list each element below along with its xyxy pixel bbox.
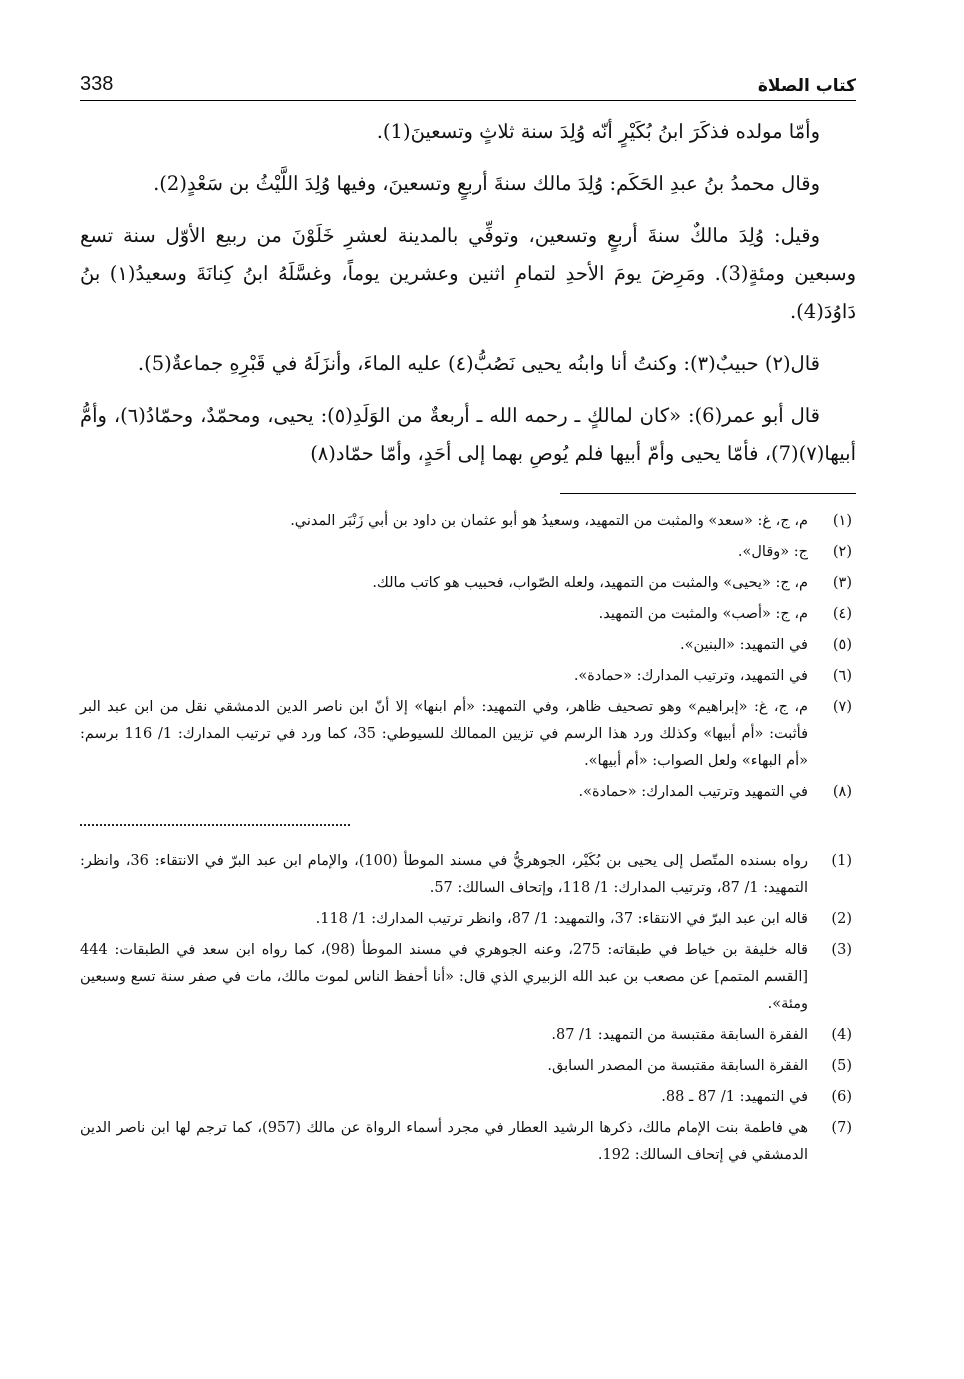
- note-number: (٧): [832, 699, 852, 715]
- note-text: في التمهيد: 1/ 87 ـ 88.: [661, 1089, 808, 1105]
- source-notes: [80, 848, 856, 1169]
- variant-note: [80, 570, 856, 597]
- paragraph-birth: وأمّا مولده فذكَرَ ابنُ بُكَيْرٍ أنّه وُلِدَ سنة ثلاثٍ وتسعينَ(1).: [376, 120, 820, 143]
- note-text: م، ج: «يحيى» والمثبت من التمهيد، ولعله الصّواب، فحبيب هو كاتب مالك.: [372, 575, 808, 591]
- note-number: (5): [831, 1058, 852, 1074]
- note-number: (3): [831, 942, 852, 958]
- source-note: [80, 1115, 856, 1169]
- note-number: (1): [831, 853, 852, 869]
- variant-note: [80, 632, 856, 659]
- note-number: (٥): [832, 637, 852, 653]
- note-text: في التمهيد وترتيب المدارك: «حمادة».: [578, 784, 808, 800]
- note-number: (٤): [832, 606, 852, 622]
- note-number: (٨): [832, 784, 852, 800]
- variant-note: [80, 508, 856, 535]
- note-text: الفقرة السابقة مقتبسة من التمهيد: 1/ 87.: [551, 1027, 808, 1043]
- note-text: رواه بسنده المتّصل إلى يحيى بن بُكَيْر، الجوهريُّ في مسند الموطأ (100)، والإمام ابن عبد البرّ في الانتقاء: 36، وانظر: التمهيد: 1/ 87، وترتيب المدارك: 1/ 118، وإتحاف السالك: 57.: [80, 853, 808, 896]
- variant-note: [80, 779, 856, 806]
- note-text: في التمهيد: «البنين».: [680, 637, 808, 653]
- variant-note: [80, 601, 856, 628]
- source-note: [80, 937, 856, 1018]
- note-number: (٢): [832, 544, 852, 560]
- note-number: (6): [831, 1089, 852, 1105]
- page-header: [80, 62, 856, 101]
- note-text: ج: «وقال».: [737, 544, 808, 560]
- page-number: 338: [80, 73, 114, 95]
- source-note: [80, 906, 856, 933]
- paragraph-habib: قال(٢) حبيبٌ(٣): وكنتُ أنا وابنُه يحيى نَصُبُّ(٤) عليه الماءَ، وأنزَلَهُ في قَبْرِهِ جماعةٌ(5).: [137, 352, 820, 375]
- note-text: الفقرة السابقة مقتبسة من المصدر السابق.: [547, 1058, 808, 1074]
- footnote-divider: [560, 493, 856, 494]
- paragraph-death: وقيل: وُلِدَ مالكٌ سنةَ أربعٍ وتسعين، وتوفِّي بالمدينة لعشرِ خَلَوْنَ من ربيع الأوّل سنة تسع وسبعين ومئةٍ(3). ومَرِضَ يومَ الأحدِ لتمامِ اثنين وعشرين يوماً، وغسَّلَهُ ابنُ كِنانَةَ وسعيدُ(١) بنُ دَاوُدَ(4).: [80, 224, 857, 323]
- note-number: (7): [831, 1120, 852, 1136]
- note-text: م، ج: «أصب» والمثبت من التمهيد.: [598, 606, 808, 622]
- source-note: [80, 848, 856, 902]
- note-number: (4): [831, 1027, 852, 1043]
- variant-note: [80, 694, 856, 775]
- note-text: في التمهيد، وترتيب المدارك: «حمادة».: [573, 668, 808, 684]
- main-text: [80, 113, 856, 473]
- book-page: [80, 62, 856, 1173]
- variant-note: [80, 663, 856, 690]
- source-note: [80, 1053, 856, 1080]
- paragraph-abu-umar: قال أبو عمر(6): «كان لمالكٍ ـ رحمه الله ـ أربعةٌ من الوَلَدِ(٥): يحيى، ومحمّدٌ، وحمّادُ(٦)، وأمُّ أبيها(٧)(7)، فأمّا يحيى وأمّ أبيها فلم يُوصِ بهما إلى أحَدٍ، وأمّا حمّاد(٨): [80, 404, 856, 465]
- chapter-title: كتاب الصلاة: [757, 76, 856, 96]
- source-note: [80, 1022, 856, 1049]
- note-text: قاله خليفة بن خياط في طبقاته: 275، وعنه الجوهري في مسند الموطأ (98)، كما رواه ابن سعد في الطبقات: 444 [القسم المتمم] عن مصعب بن عبد الله الزبيري الذي قال: «أنا أحفظ الناس لموت مالك، مات في صفر سنة تسع وسبعين ومئة».: [80, 942, 809, 1012]
- note-number: (٦): [832, 668, 852, 684]
- note-number: (٣): [832, 575, 852, 591]
- note-number: (2): [831, 911, 852, 927]
- dotted-separator: [80, 824, 350, 826]
- note-text: هي فاطمة بنت الإمام مالك، ذكرها الرشيد العطار في مجرد أسماء الرواة عن مالك (957)، كما ترجم لها ابن ناصر الدين الدمشقي في إتحاف السالك: 192.: [80, 1120, 808, 1163]
- note-number: (١): [832, 513, 852, 529]
- note-text: قاله ابن عبد البرّ في الانتقاء: 37، والتمهيد: 1/ 87، وانظر ترتيب المدارك: 1/ 118.: [315, 911, 808, 927]
- note-text: م، ج، غ: «إبراهيم» وهو تصحيف ظاهر، وفي التمهيد: «أم ابنها» إلا أنّ ابن ناصر الدين الدمشقي نقل من ابن عبد البر فأثبت: «أم أبيها» وكذلك ورد هذا الرسم في تزيين الممالك للسيوطي: 35، كما ورد في ترتيب المدارك: 1/ 116 برسم: «أم البهاء» ولعل الصواب: «أم أبيها».: [80, 699, 809, 769]
- variant-notes: [80, 508, 856, 806]
- paragraph-ibn-abd-alhakam: وقال محمدُ بنُ عبدِ الحَكَم: وُلِدَ مالك سنةَ أربعٍ وتسعينَ، وفيها وُلِدَ اللَّيْثُ بن سَعْدٍ(2).: [153, 172, 820, 195]
- variant-note: [80, 539, 856, 566]
- source-note: [80, 1084, 856, 1111]
- note-text: م، ج، غ: «سعد» والمثبت من التمهيد، وسعيدُ هو أبو عثمان بن داود بن أبي زَنْبَر المدني.: [290, 513, 808, 529]
